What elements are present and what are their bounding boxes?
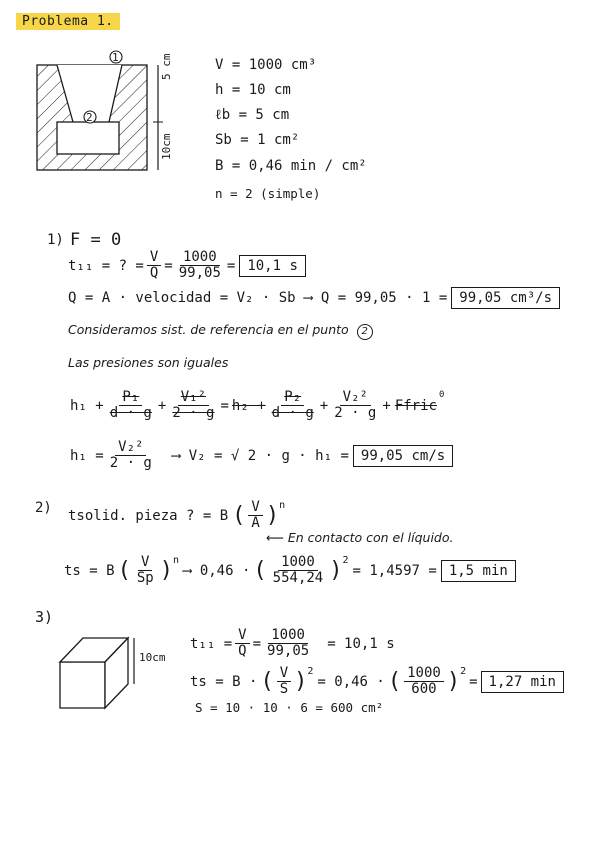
cube-dim-label: 10cm <box>139 651 166 664</box>
frac-num: V₂² <box>115 440 146 456</box>
v-over-s <box>277 666 291 697</box>
reference-text: Consideramos sist. de referencia en el punto <box>68 322 349 337</box>
exponent: 2 <box>342 555 349 566</box>
frac-den: 2 · g <box>334 405 377 421</box>
exponent: n <box>279 500 286 511</box>
dim-bottom-label: 10cm <box>160 133 173 160</box>
ts-result-box: 1,5 min <box>441 560 516 582</box>
h1-lhs: h₁ = <box>70 447 104 464</box>
v-over-q <box>235 628 249 659</box>
frac-den: d · g <box>271 405 314 421</box>
frac-den: S <box>279 681 289 697</box>
frac-num: 1000 <box>180 250 220 266</box>
part2-line2: ts = B ( $\frac{V}{Sp}$ ) n ⟶ 0,46 · ( $\frac{1000}{554,24}$ ) 2 = 1,4597 = 1,5 min <box>64 555 516 586</box>
exponent: 2 <box>307 666 314 677</box>
marker-1: 1 <box>112 51 119 64</box>
equals: = <box>226 257 236 274</box>
zero-mark: 0 <box>438 390 445 400</box>
ts-equals: = 1,4597 = <box>352 562 437 579</box>
h1-term: h₁ + <box>70 397 104 414</box>
t-result-box: 10,1 s <box>239 255 306 277</box>
frac-num: P₂ <box>281 390 304 406</box>
ts-mid: = 0,46 · <box>317 673 385 690</box>
frac-num: P₁ <box>119 390 142 406</box>
frac-1000-600 <box>404 666 444 697</box>
surface-line: S = 10 · 10 · 6 = 600 cm² <box>195 700 384 715</box>
frac-den: 554,24 <box>272 570 324 586</box>
part3-ts-result-box: 1,27 min <box>481 671 564 693</box>
contact-note: ⟵ En contacto con el líquido. <box>266 530 454 545</box>
frac-num: V <box>147 250 161 266</box>
frac-num: 1000 <box>278 555 318 571</box>
ts-lhs: ts = B <box>64 562 115 579</box>
equals: = <box>252 635 262 652</box>
frac-num: V <box>235 628 249 644</box>
part1-f: F = 0 <box>70 230 122 250</box>
frac-den: Sp <box>136 570 154 586</box>
t11-result: = 10,1 s <box>327 635 395 652</box>
frac-den: 99,05 <box>267 643 310 659</box>
frac-den: d · g <box>109 405 152 421</box>
v2-result-box: 99,05 cm/s <box>353 445 453 467</box>
q-expression: Q = A · velocidad = V₂ · Sb ⟶ Q = 99,05 · 1 = <box>68 290 448 306</box>
part2-label: 2) <box>35 500 52 516</box>
frac-num: 1000 <box>268 628 308 644</box>
equals: = <box>164 257 173 274</box>
frac-den: Q <box>238 643 247 659</box>
given-volume: V = 1000 cm³ <box>215 57 317 73</box>
equals: = <box>220 397 229 414</box>
plus: + <box>319 397 329 414</box>
equals: = <box>469 673 478 690</box>
q-result-box: 99,05 cm³/s <box>451 287 560 309</box>
plus: + <box>157 397 167 414</box>
frac-num: 1000 <box>404 666 444 682</box>
frac-den: 99,05 <box>178 265 221 281</box>
marker-2: 2 <box>86 111 93 124</box>
frac-num: V₁² <box>178 390 209 406</box>
ts-lhs: ts = B · <box>190 673 258 690</box>
t-lhs: t₁₁ = ? = <box>68 257 144 274</box>
friction-term: Ffric <box>394 397 437 414</box>
frac-1000-9905 <box>264 628 312 659</box>
frac-den: A <box>251 515 260 531</box>
t11-lhs: t₁₁ = <box>190 635 233 652</box>
given-sb: Sb = 1 cm² <box>215 132 300 148</box>
v2-expression: ⟶ V₂ = √ 2 · g · h₁ = <box>171 447 349 464</box>
frac-num: V <box>277 666 291 682</box>
pressures-note: Las presiones son iguales <box>68 355 229 370</box>
part3-ts-line: ts = B · ( $\frac{V}{S}$ ) 2 = 0,46 · ( $\frac{1000}{600}$ ) 2 = 1,27 min <box>190 666 564 697</box>
ts-mid: ⟶ 0,46 · <box>182 562 251 579</box>
part1-label: 1) <box>47 232 64 248</box>
dim-top-label: 5 cm <box>160 53 173 80</box>
plus: + <box>382 397 391 414</box>
frac-den: 2 · g <box>109 455 152 471</box>
given-height: h = 10 cm <box>215 82 291 98</box>
reference-marker: 2 <box>357 324 373 340</box>
page-title: Problema 1. <box>16 13 120 30</box>
frac-num: V₂² <box>340 390 371 406</box>
frac-den: 2 · g <box>172 405 215 421</box>
exponent: n <box>172 555 179 566</box>
part2-line1: tsolid. pieza ? = B ( $\frac{V}{A}$ ) n <box>68 499 286 531</box>
h2-term: h₂ + <box>231 397 266 414</box>
tsolid-expression: tsolid. pieza ? = B <box>68 507 229 524</box>
given-b: B = 0,46 min / cm² <box>215 158 367 174</box>
frac-num: V <box>138 555 152 571</box>
frac-num: V <box>248 500 262 516</box>
exponent: 2 <box>460 666 467 677</box>
given-lb: ℓb = 5 cm <box>215 107 290 123</box>
part3-label: 3) <box>35 608 54 626</box>
frac-den: 600 <box>411 681 437 697</box>
part3-t11-line <box>190 628 395 659</box>
given-n: n = 2 (simple) <box>215 186 321 201</box>
frac-den: Q <box>149 265 159 281</box>
